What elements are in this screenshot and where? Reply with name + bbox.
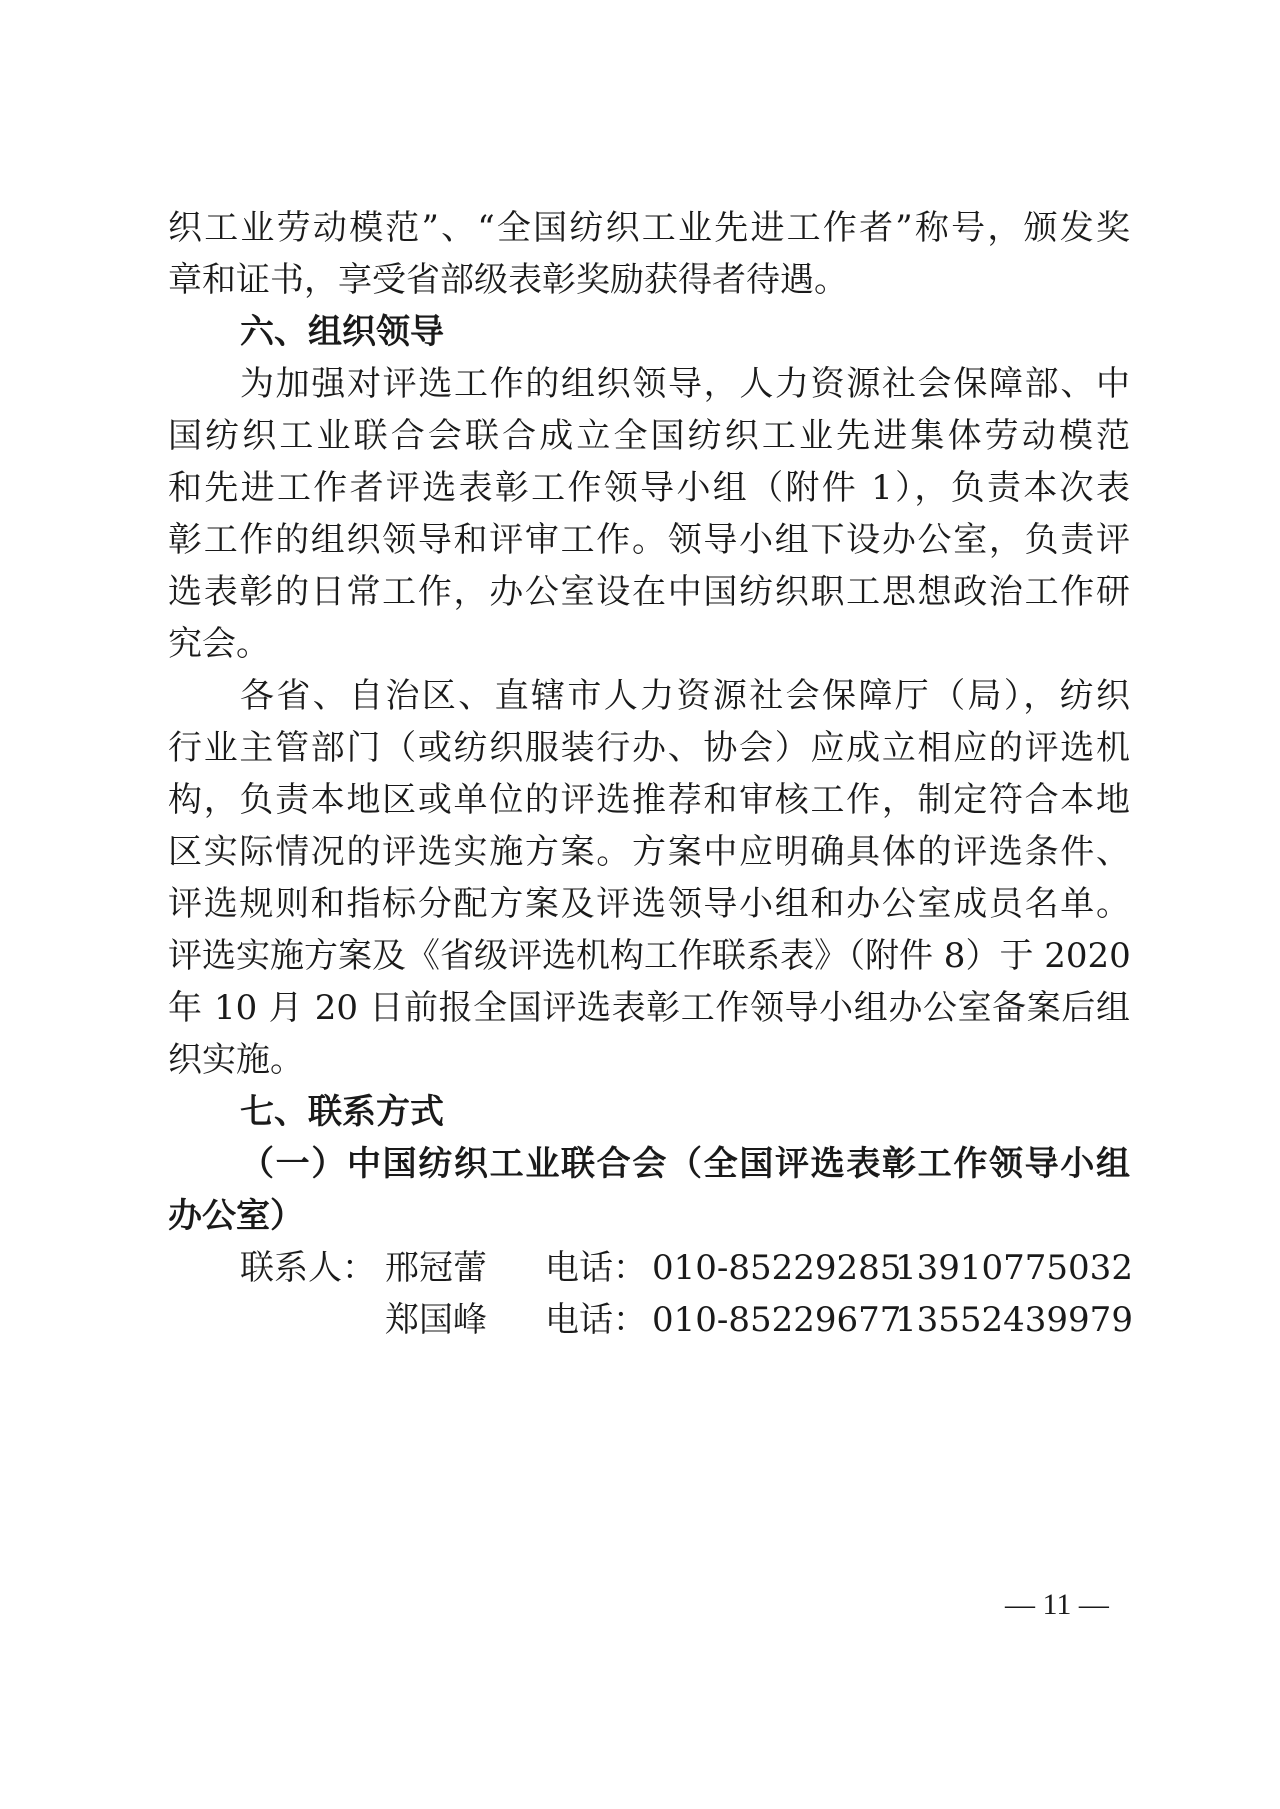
body-text-line: 区实际情况的评选实施方案。方案中应明确具体的评选条件、 bbox=[168, 832, 1130, 872]
subsection-heading: 办公室） bbox=[168, 1196, 304, 1236]
section-heading-6: 六、组织领导 bbox=[240, 312, 444, 352]
body-text-line: 评选规则和指标分配方案及评选领导小组和办公室成员名单。 bbox=[168, 884, 1130, 924]
body-text-line: 究会。 bbox=[168, 624, 270, 664]
body-text-line: 织工业劳动模范”、“全国纺织工业先进工作者”称号，颁发奖 bbox=[168, 208, 1130, 248]
page-number: — 11 — bbox=[1005, 1588, 1109, 1621]
body-text-line: 国纺织工业联合会联合成立全国纺织工业先进集体劳动模范 bbox=[168, 416, 1130, 456]
contact-mobile: 13910775032 bbox=[895, 1248, 1133, 1288]
body-text-line: 选表彰的日常工作，办公室设在中国纺织职工思想政治工作研 bbox=[168, 572, 1130, 612]
contact-phone: 010-85229677 bbox=[652, 1300, 902, 1340]
contact-phone: 010-85229285 bbox=[652, 1248, 902, 1288]
body-text-line: 构，负责本地区或单位的评选推荐和审核工作，制定符合本地 bbox=[168, 780, 1130, 820]
section-heading-7: 七、联系方式 bbox=[240, 1092, 444, 1132]
body-text-line: 章和证书，享受省部级表彰奖励获得者待遇。 bbox=[168, 260, 848, 300]
contact-phone-label: 电话： bbox=[545, 1300, 647, 1340]
body-text-line: 彰工作的组织领导和评审工作。领导小组下设办公室，负责评 bbox=[168, 520, 1130, 560]
contact-mobile: 13552439979 bbox=[895, 1300, 1133, 1340]
body-text-line: 评选实施方案及《省级评选机构工作联系表》（附件 8）于 2020 bbox=[168, 936, 1131, 976]
body-text-line: 和先进工作者评选表彰工作领导小组（附件 1），负责本次表 bbox=[168, 468, 1130, 508]
body-text-line: 为加强对评选工作的组织领导，人力资源社会保障部、中 bbox=[240, 364, 1130, 404]
contact-name: 邢冠蕾 bbox=[385, 1248, 487, 1288]
body-text-line: 年 10 月 20 日前报全国评选表彰工作领导小组办公室备案后组 bbox=[168, 988, 1130, 1028]
subsection-heading: （一）中国纺织工业联合会（全国评选表彰工作领导小组 bbox=[240, 1144, 1130, 1184]
body-text-line: 各省、自治区、直辖市人力资源社会保障厅（局），纺织 bbox=[240, 676, 1130, 716]
body-text-line: 行业主管部门（或纺织服装行办、协会）应成立相应的评选机 bbox=[168, 728, 1130, 768]
contact-name: 郑国峰 bbox=[385, 1300, 487, 1340]
contact-label: 联系人： bbox=[240, 1248, 376, 1288]
body-text-line: 织实施。 bbox=[168, 1040, 304, 1080]
contact-phone-label: 电话： bbox=[545, 1248, 647, 1288]
